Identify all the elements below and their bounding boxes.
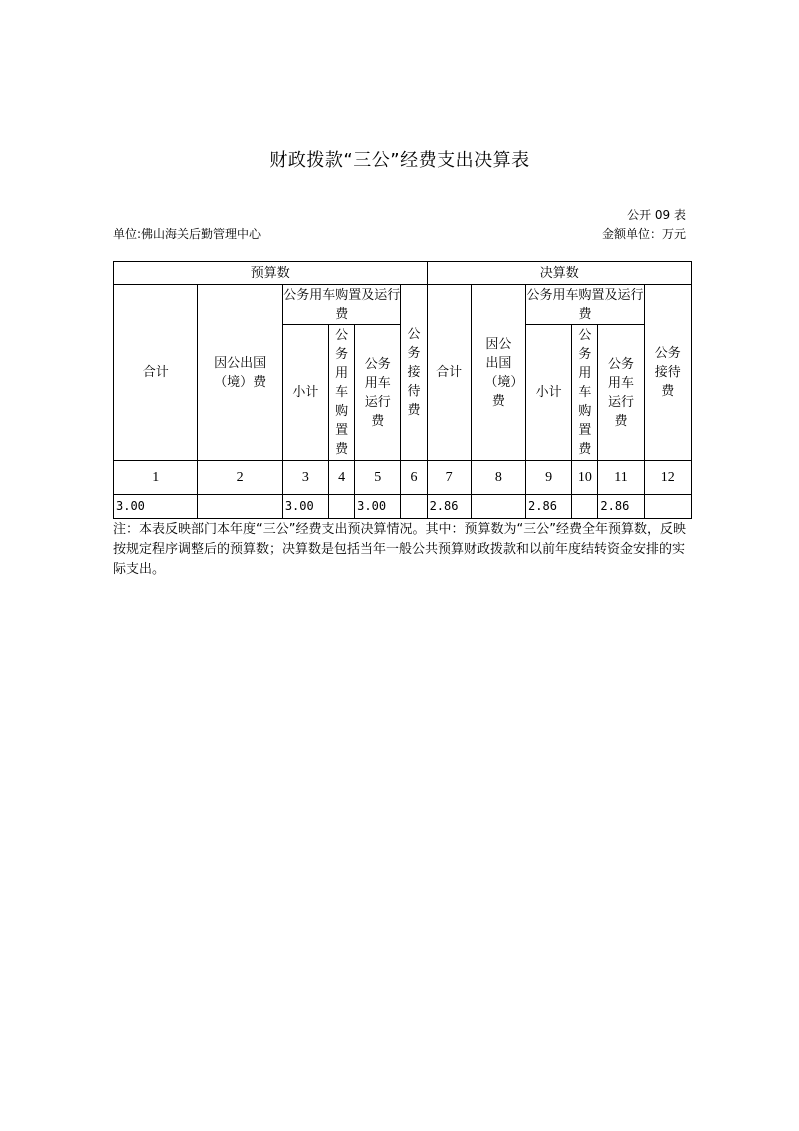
footnote: 注：本表反映部门本年度“三公”经费支出预决算情况。其中：预算数为“三公”经费全年预算数，反映按规定程序调整后的预算数；决算数是包括当年一般公共预算财政拨款和以前年度结转资金安排的实际支出。 (113, 522, 686, 577)
value-cell-2 (198, 495, 282, 519)
budget-header: 预算数 (114, 262, 428, 285)
value-cell-10 (572, 495, 598, 519)
value-cell-5: 3.00 (355, 495, 401, 519)
col-number-7: 7 (427, 461, 471, 495)
value-cell-3: 3.00 (282, 495, 328, 519)
col-number-2: 2 (198, 461, 282, 495)
col-number-11: 11 (598, 461, 644, 495)
final-reception-header: 公务接待费 (644, 285, 691, 461)
money-unit: 金额单位：万元 (601, 227, 686, 241)
col-number-1: 1 (114, 461, 198, 495)
col-number-10: 10 (572, 461, 598, 495)
expense-table (113, 261, 692, 519)
budget-vehicle-run-header: 公务用车运行费 (355, 325, 401, 461)
col-number-9: 9 (526, 461, 572, 495)
final-vehicle-group-header: 公务用车购置及运行费 (526, 285, 645, 325)
value-cell-11: 2.86 (598, 495, 644, 519)
budget-vehicle-group-header: 公务用车购置及运行费 (282, 285, 401, 325)
budget-reception-header: 公务接待费 (401, 285, 427, 461)
final-subtotal-header: 小计 (526, 325, 572, 461)
col-number-3: 3 (282, 461, 328, 495)
value-cell-9: 2.86 (526, 495, 572, 519)
value-cell-8 (471, 495, 525, 519)
budget-subtotal-header: 小计 (282, 325, 328, 461)
final-header: 决算数 (427, 262, 691, 285)
value-cell-4 (329, 495, 355, 519)
col-number-8: 8 (471, 461, 525, 495)
value-cell-12 (644, 495, 691, 519)
unit-label: 单位:佛山海关后勤管理中心 (113, 227, 262, 241)
budget-vehicle-purchase-header: 公务用车购置费 (329, 325, 355, 461)
col-number-12: 12 (644, 461, 691, 495)
final-abroad-header: 因公出国（境）费 (471, 285, 525, 461)
page-title: 财政拨款“三公”经费支出决算表 (269, 150, 530, 171)
col-number-4: 4 (329, 461, 355, 495)
budget-total-header: 合计 (114, 285, 198, 461)
value-cell-7: 2.86 (427, 495, 471, 519)
final-total-header: 合计 (427, 285, 471, 461)
value-cell-1: 3.00 (114, 495, 198, 519)
final-vehicle-run-header: 公务用车运行费 (598, 325, 644, 461)
value-cell-6 (401, 495, 427, 519)
col-number-5: 5 (355, 461, 401, 495)
col-number-6: 6 (401, 461, 427, 495)
form-code: 公开 09 表 (627, 208, 686, 222)
budget-abroad-header: 因公出国（境）费 (198, 285, 282, 461)
final-vehicle-purchase-header: 公务用车购置费 (572, 325, 598, 461)
